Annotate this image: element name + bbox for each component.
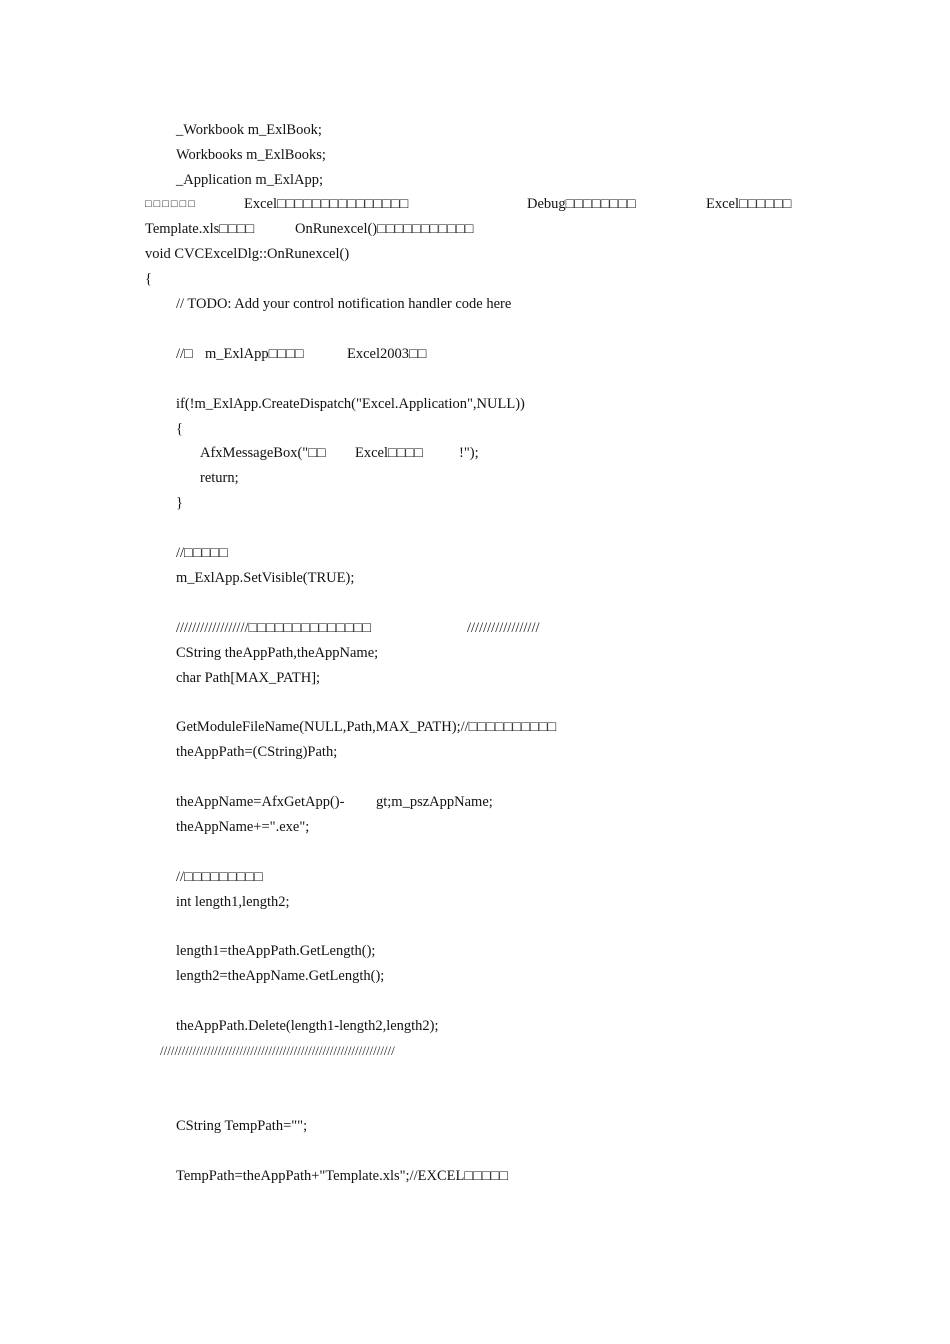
text-fragment: m_ExlApp□□□□ (205, 346, 304, 362)
code-comment: ///////////////////////////////////////////////////////////////// (160, 1043, 395, 1058)
text-fragment: Excel□□□□□□ (706, 196, 792, 212)
code-line: if(!m_ExlApp.CreateDispatch("Excel.Application",NULL)) (176, 396, 525, 412)
code-comment (176, 619, 576, 637)
code-line: theAppPath=(CString)Path; (176, 744, 338, 760)
code-line: Workbooks m_ExlBooks; (176, 147, 326, 163)
code-line: return; (200, 470, 239, 486)
code-line: } (176, 495, 183, 511)
code-line (176, 793, 516, 811)
text-fragment: Template.xls□□□□ (145, 221, 255, 237)
text-fragment: OnRunexcel()□□□□□□□□□□□ (295, 221, 474, 237)
code-line: TempPath=theAppPath+"Template.xls";//EXCEL□□□□□ (176, 1168, 509, 1184)
code-line: CString theAppPath,theAppName; (176, 645, 379, 661)
code-line (200, 444, 500, 462)
text-fragment: Excel2003□□ (347, 346, 427, 362)
code-line: void CVCExcelDlg::OnRunexcel() (145, 246, 350, 262)
text-fragment: Excel□□□□ (355, 445, 424, 461)
paragraph-line (145, 195, 805, 213)
code-line: char Path[MAX_PATH]; (176, 670, 321, 686)
code-comment: //□□□□□ (176, 545, 228, 561)
code-line: _Workbook m_ExlBook; (176, 122, 322, 138)
text-fragment: //□ (176, 346, 193, 362)
code-line: length2=theAppName.GetLength(); (176, 968, 385, 984)
code-line: _Application m_ExlApp; (176, 172, 323, 188)
code-line: m_ExlApp.SetVisible(TRUE); (176, 570, 355, 586)
code-line: theAppPath.Delete(length1-length2,length2); (176, 1018, 439, 1034)
text-fragment: !"); (459, 445, 479, 461)
text-fragment: Debug□□□□□□□□ (527, 196, 636, 212)
garbled-text: □□□□□□ (145, 198, 197, 210)
code-comment: // TODO: Add your control notification handler code here (176, 296, 512, 312)
paragraph-line (145, 220, 545, 238)
code-line: CString TempPath=""; (176, 1118, 308, 1134)
code-line: GetModuleFileName(NULL,Path,MAX_PATH);//□□□□□□□□□□ (176, 719, 557, 735)
text-fragment: Excel□□□□□□□□□□□□□□□ (244, 196, 409, 212)
text-fragment: AfxMessageBox("□□ (200, 445, 326, 461)
code-line: theAppName+=".exe"; (176, 819, 310, 835)
code-line: { (145, 271, 152, 287)
code-comment (176, 345, 476, 363)
code-line: { (176, 421, 183, 437)
text-fragment: theAppName=AfxGetApp()- (176, 794, 345, 810)
code-line: int length1,length2; (176, 894, 290, 910)
text-fragment: ////////////////// (467, 620, 540, 636)
code-comment: //□□□□□□□□□ (176, 869, 263, 885)
code-line: length1=theAppPath.GetLength(); (176, 943, 376, 959)
text-fragment: gt;m_pszAppName; (376, 794, 493, 810)
text-fragment: //////////////////□□□□□□□□□□□□□□ (176, 620, 372, 636)
